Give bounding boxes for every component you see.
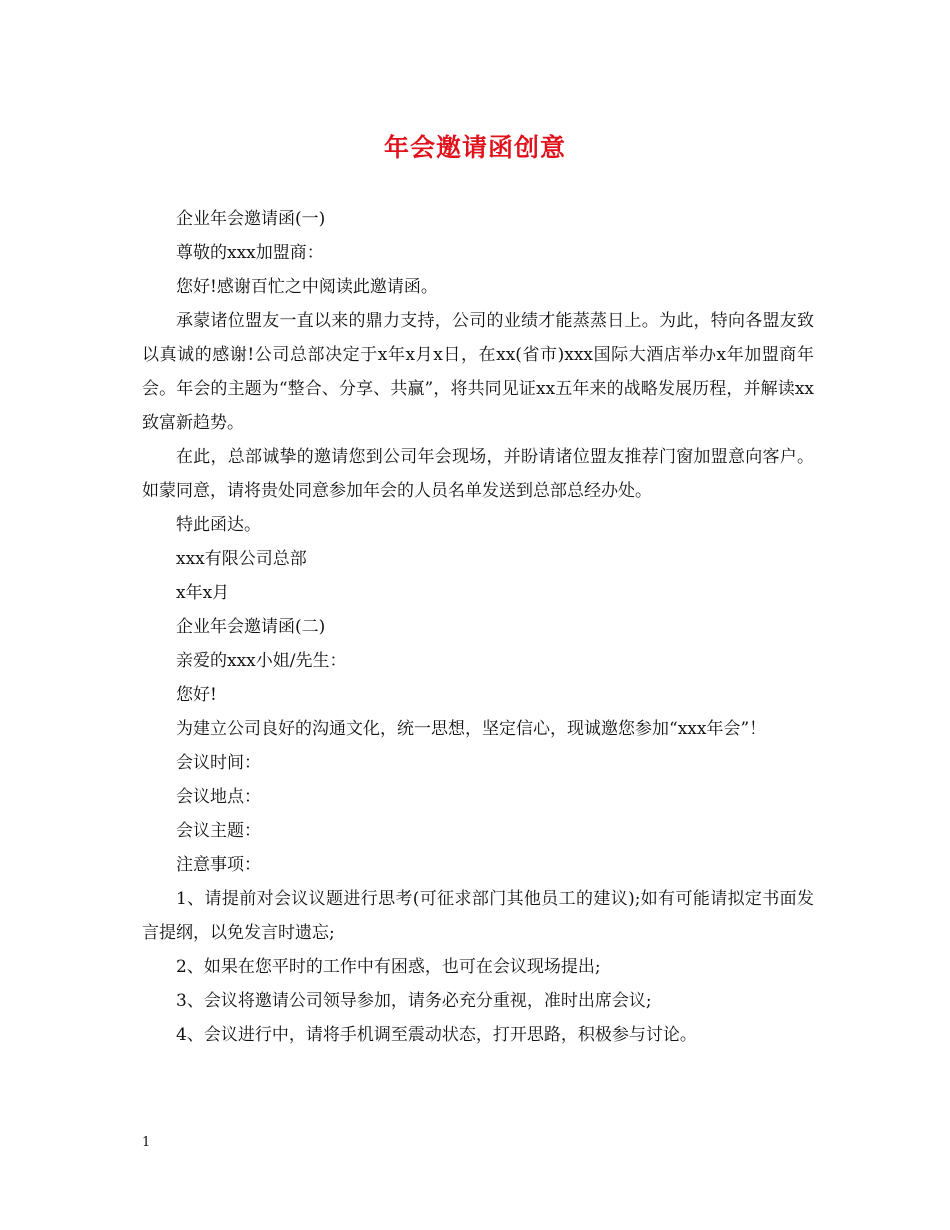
- paragraph-letter-one-heading: 企业年会邀请函(一): [176, 209, 326, 229]
- paragraph-greeting-two: 您好!: [176, 685, 217, 705]
- paragraph-salutation-two: 亲爱的xxx小姐/先生：: [176, 651, 347, 671]
- paragraph-salutation-one: 尊敬的xxx加盟商：: [176, 243, 324, 263]
- paragraph-note-one: 1、请提前对会议议题进行思考(可征求部门其他员工的建议);如有可能请拟定书面发言提纲，以免发言时遗忘;: [142, 889, 814, 943]
- document-title: 年会邀请函创意: [383, 133, 566, 162]
- paragraph-note-three: 3、会议将邀请公司领导参加，请务必充分重视，准时出席会议;: [176, 991, 652, 1011]
- paragraph-thanks-and-event: 承蒙诸位盟友一直以来的鼎力支持，公司的业绩才能蒸蒸日上。为此，特向各盟友致以真诚的感谢!公司总部决定于x年x月x日，在xx(省市)xxx国际大酒店举办x年加盟商年会。年会的主题为“整合、分享、共赢”，将共同见证xx五年来的战略发展历程，并解读xx致富新趋势。: [142, 311, 814, 433]
- paragraph-greeting-one: 您好!感谢百忙之中阅读此邀请函。: [176, 277, 438, 297]
- paragraph-meeting-theme: 会议主题：: [176, 821, 261, 841]
- paragraph-meeting-time: 会议时间：: [176, 753, 261, 773]
- document-body: [142, 202, 814, 1052]
- page-number: 1: [142, 1135, 151, 1150]
- paragraph-note-two: 2、如果在您平时的工作中有困惑，也可在会议现场提出;: [176, 957, 601, 977]
- paragraph-letter-two-heading: 企业年会邀请函(二): [176, 617, 326, 637]
- paragraph-meeting-location: 会议地点：: [176, 787, 261, 807]
- paragraph-invitation-two: 为建立公司良好的沟通文化，统一思想，坚定信心，现诚邀您参加“xxx年会”！: [176, 719, 767, 739]
- paragraph-sender: xxx有限公司总部: [176, 549, 307, 569]
- paragraph-note-four: 4、会议进行中，请将手机调至震动状态，打开思路，积极参与讨论。: [176, 1025, 697, 1045]
- paragraph-notes-heading: 注意事项：: [176, 855, 261, 875]
- paragraph-closing: 特此函达。: [176, 515, 261, 535]
- paragraph-invitation: 在此，总部诚挚的邀请您到公司年会现场，并盼请诸位盟友推荐门窗加盟意向客户。如蒙同意，请将贵处同意参加年会的人员名单发送到总部总经办处。: [142, 447, 814, 501]
- paragraph-date: x年x月: [176, 583, 230, 603]
